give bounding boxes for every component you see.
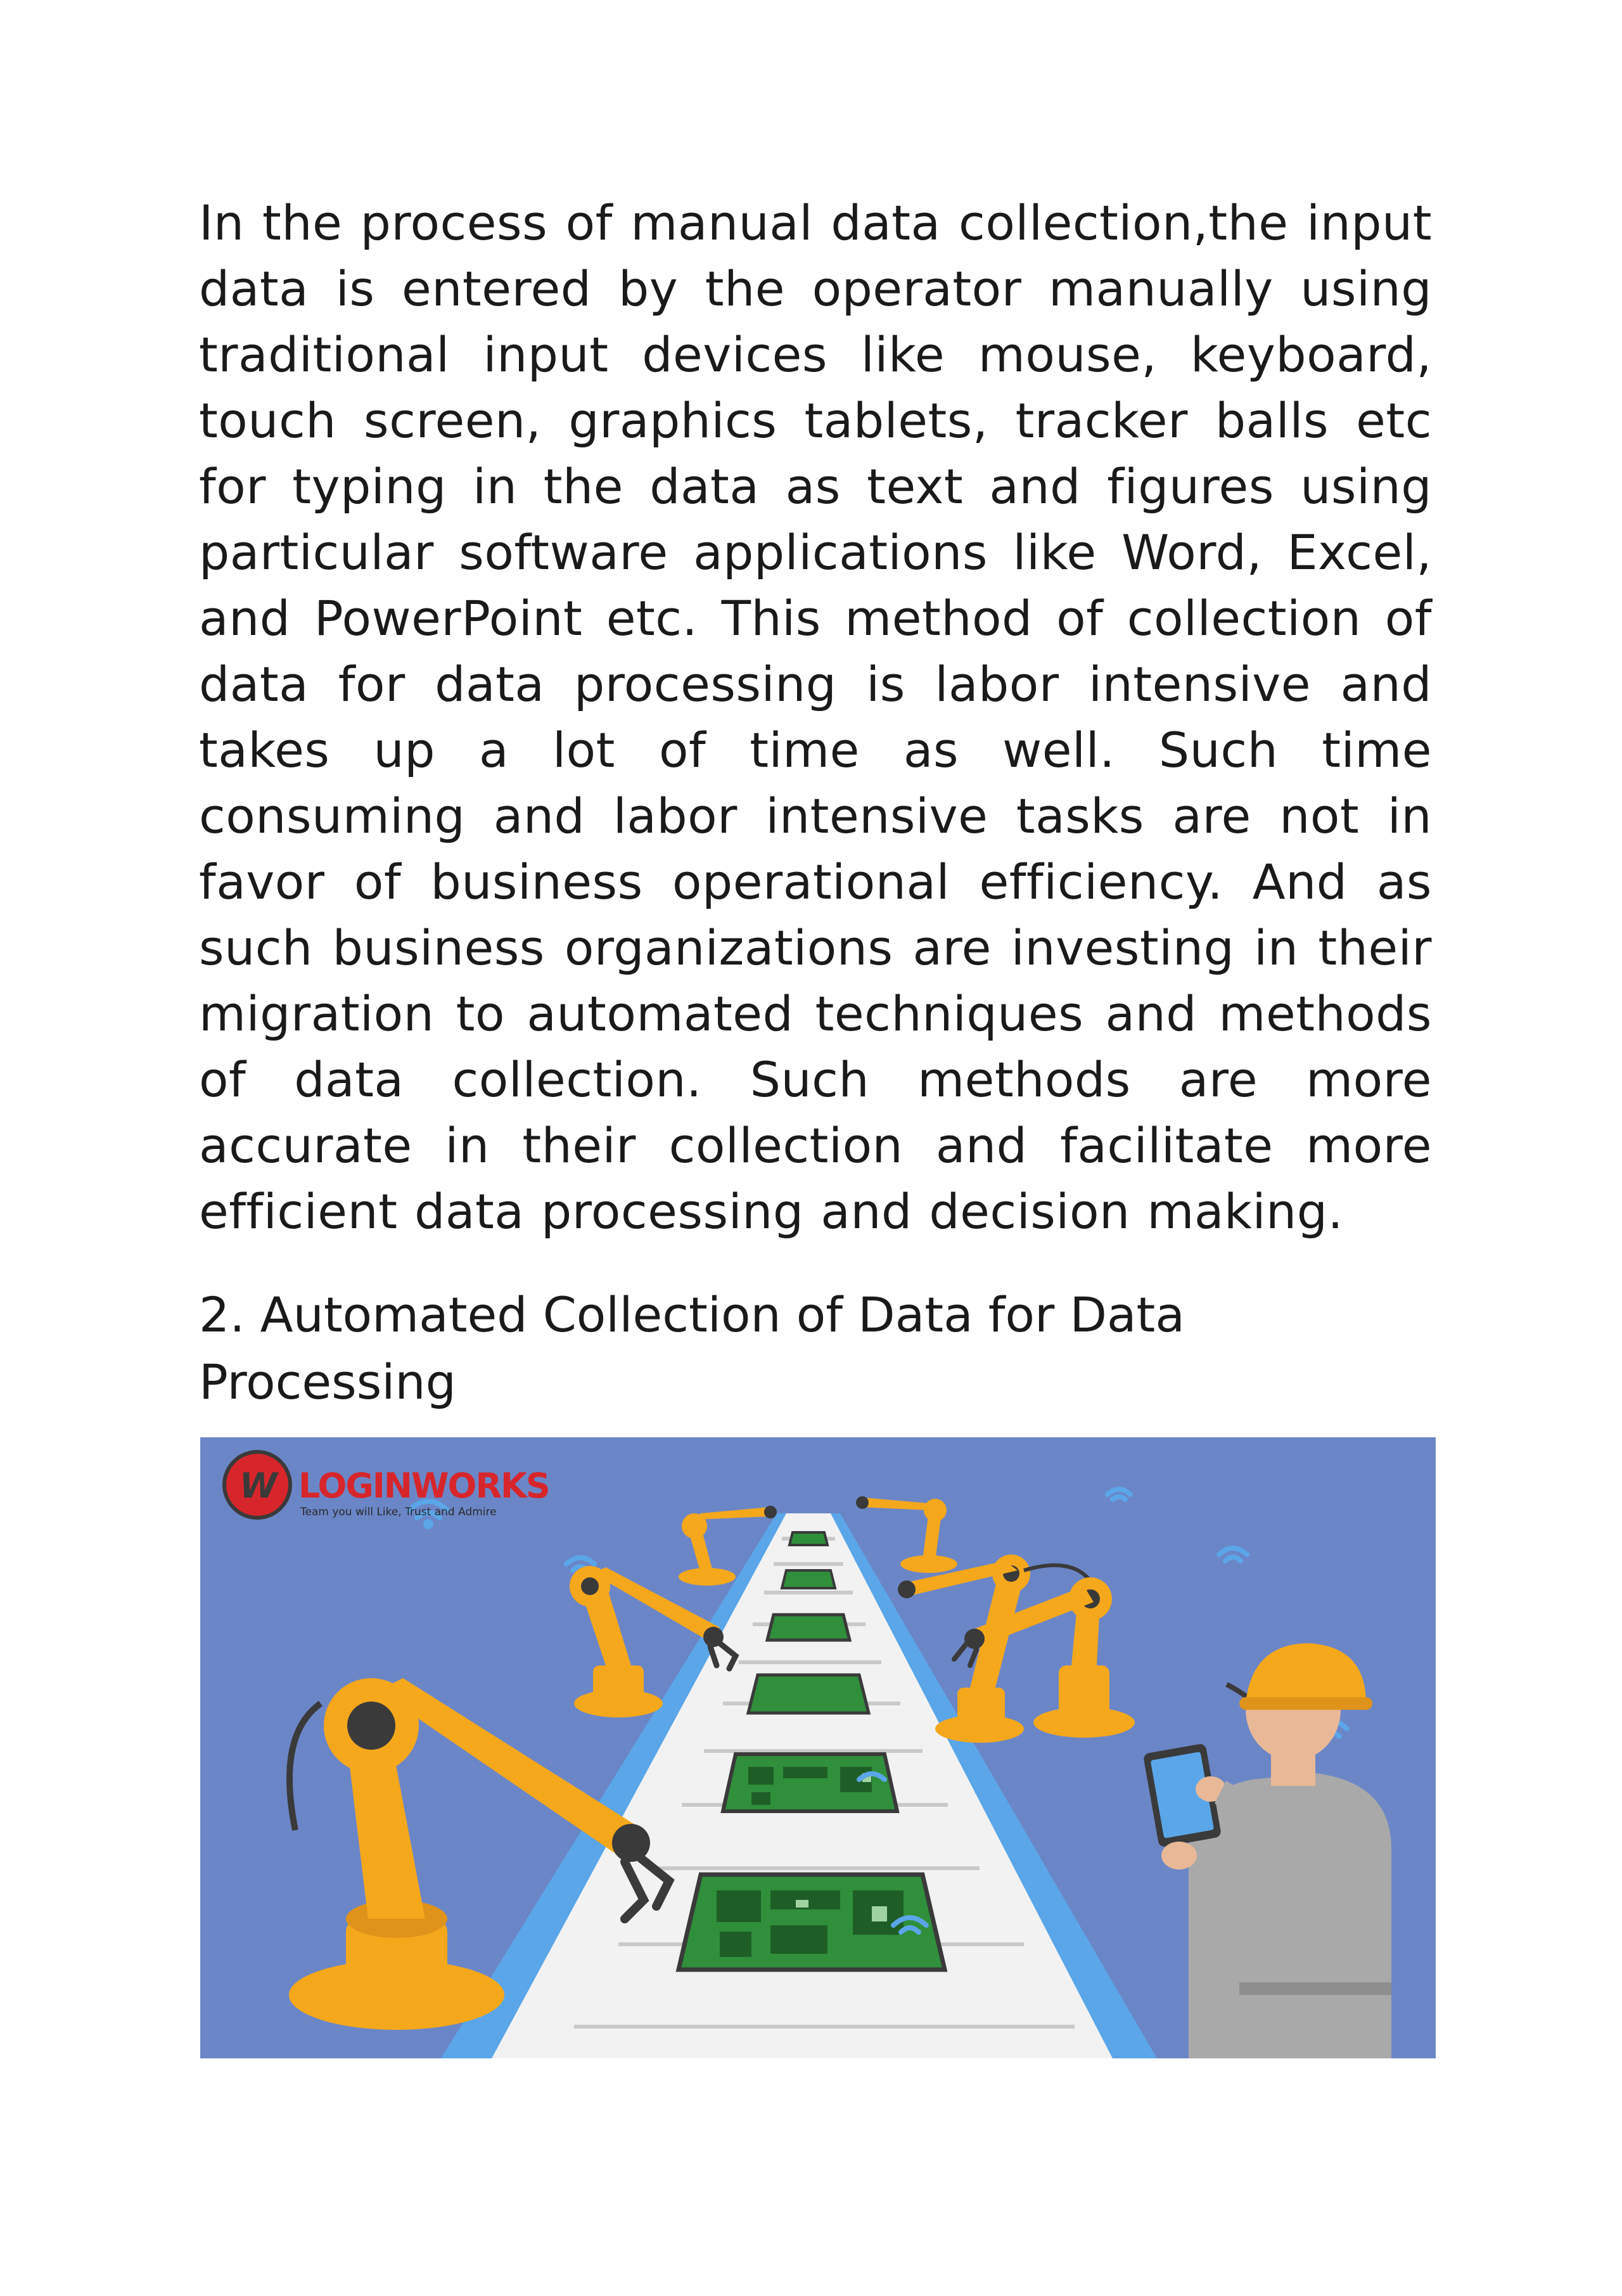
logo-wordmark: LOGINWORKS [298,1466,549,1506]
circuit-board [789,1532,827,1545]
body-paragraph: In the process of manual data collection,the input data is entered by the operator manually using traditional input devices like mouse, keyboard, touch screen, graphics tablets, tracker balls etc for typing in the data as text and figures using particular software applications like Word, Excel, and PowerPoint etc. This method of collection of data for data processing is labor intensive and takes up a lot of time as well. Such time consuming and labor intensive tasks are not in favor of business operational efficiency. And as such business organizations are investing in their migration to automated techniques and methods of data collection. Such methods are more accurate in their collection and facilitate more efficient data processing and decision making. [199,195,1432,1240]
circuit-board [782,1570,835,1588]
circuit-board [748,1675,869,1713]
automation-illustration [200,1437,1436,2058]
svg-text:W: W [239,1466,278,1506]
circuit-board [767,1615,850,1640]
logo-tagline: Team you will Like, Trust and Admire [300,1506,497,1518]
section-heading: 2. Automated Collection of Data for Data Processing [199,1286,1185,1410]
